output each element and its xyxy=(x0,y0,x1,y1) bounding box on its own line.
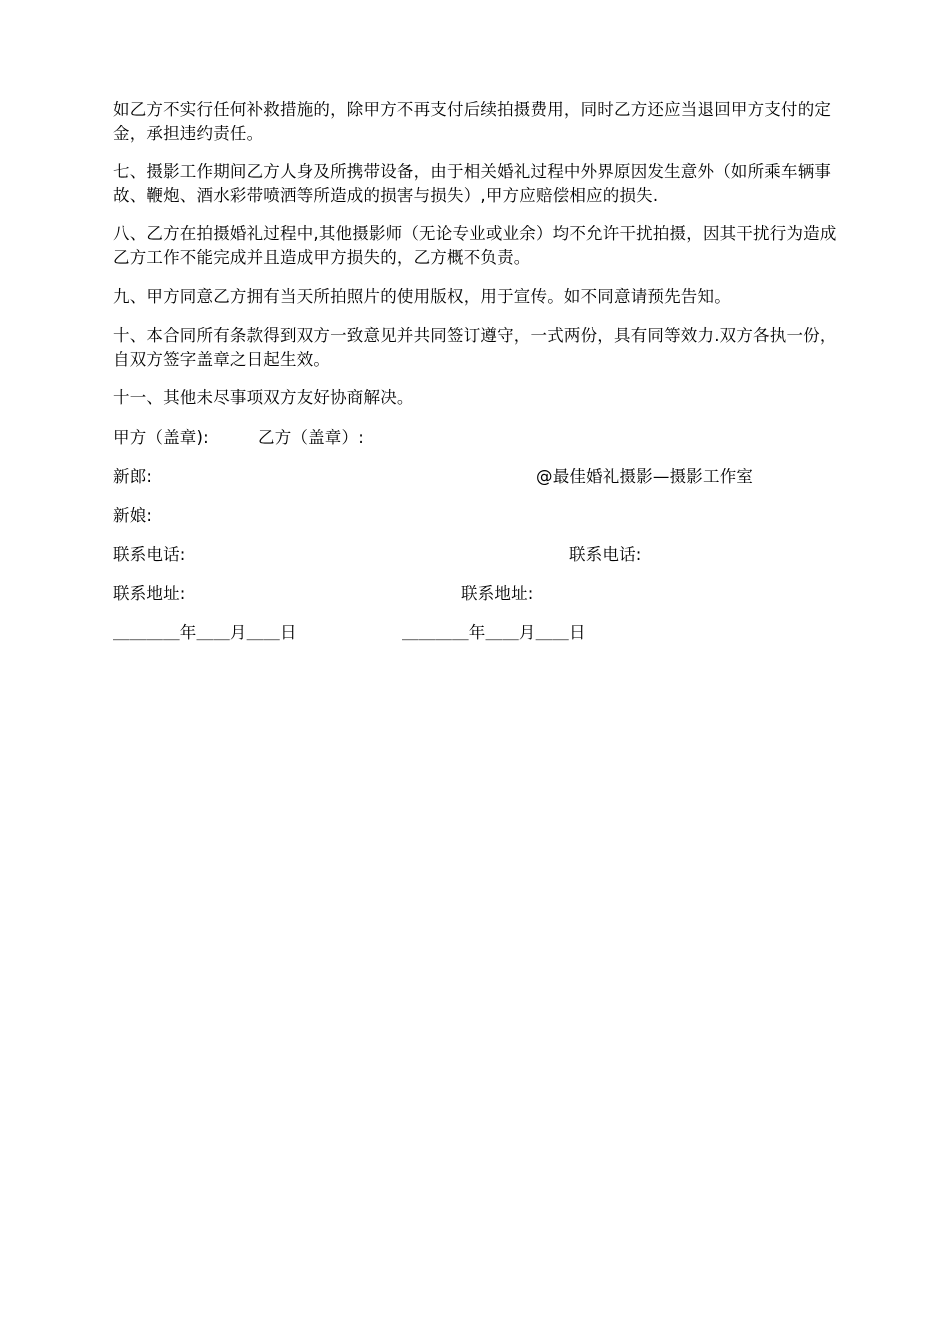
clause-11: 十一、其他未尽事项双方友好协商解决。 xyxy=(113,388,414,407)
phone-a-label: 联系电话: xyxy=(113,545,186,564)
party-b-seal-label: 乙方（盖章）: xyxy=(258,428,364,447)
clause-9: 九、甲方同意乙方拥有当天所拍照片的使用版权，用于宣传。如不同意请预先告知。 xyxy=(113,287,731,306)
groom-label: 新郎: xyxy=(113,467,153,486)
date-a-line: ＿＿＿＿年＿＿月＿＿日 xyxy=(113,623,297,642)
date-b-line: ＿＿＿＿年＿＿月＿＿日 xyxy=(402,623,586,642)
party-a-seal-label: 甲方（盖章): xyxy=(113,428,209,447)
studio-name: @最佳婚礼摄影—摄影工作室 xyxy=(536,467,754,486)
phone-b-label: 联系电话: xyxy=(569,545,642,564)
address-a-label: 联系地址: xyxy=(113,584,186,603)
clause-remedy: 如乙方不实行任何补救措施的，除甲方不再支付后续拍摄费用，同时乙方还应当退回甲方支付的定金，承担违约责任。 xyxy=(113,100,832,143)
address-b-label: 联系地址: xyxy=(461,584,534,603)
bride-label: 新娘: xyxy=(113,506,153,525)
clause-7: 七、摄影工作期间乙方人身及所携带设备，由于相关婚礼过程中外界原因发生意外（如所乘车辆事故、鞭炮、酒水彩带喷洒等所造成的损害与损失）,甲方应赔偿相应的损失. xyxy=(113,162,832,205)
clause-10: 十、本合同所有条款得到双方一致意见并共同签订遵守，一式两份，具有同等效力.双方各执一份，自双方签字盖章之日起生效。 xyxy=(113,326,837,369)
clause-8: 八、乙方在拍摄婚礼过程中,其他摄影师（无论专业或业余）均不允许干扰拍摄，因其干扰行为造成乙方工作不能完成并且造成甲方损失的，乙方概不负责。 xyxy=(113,224,837,267)
